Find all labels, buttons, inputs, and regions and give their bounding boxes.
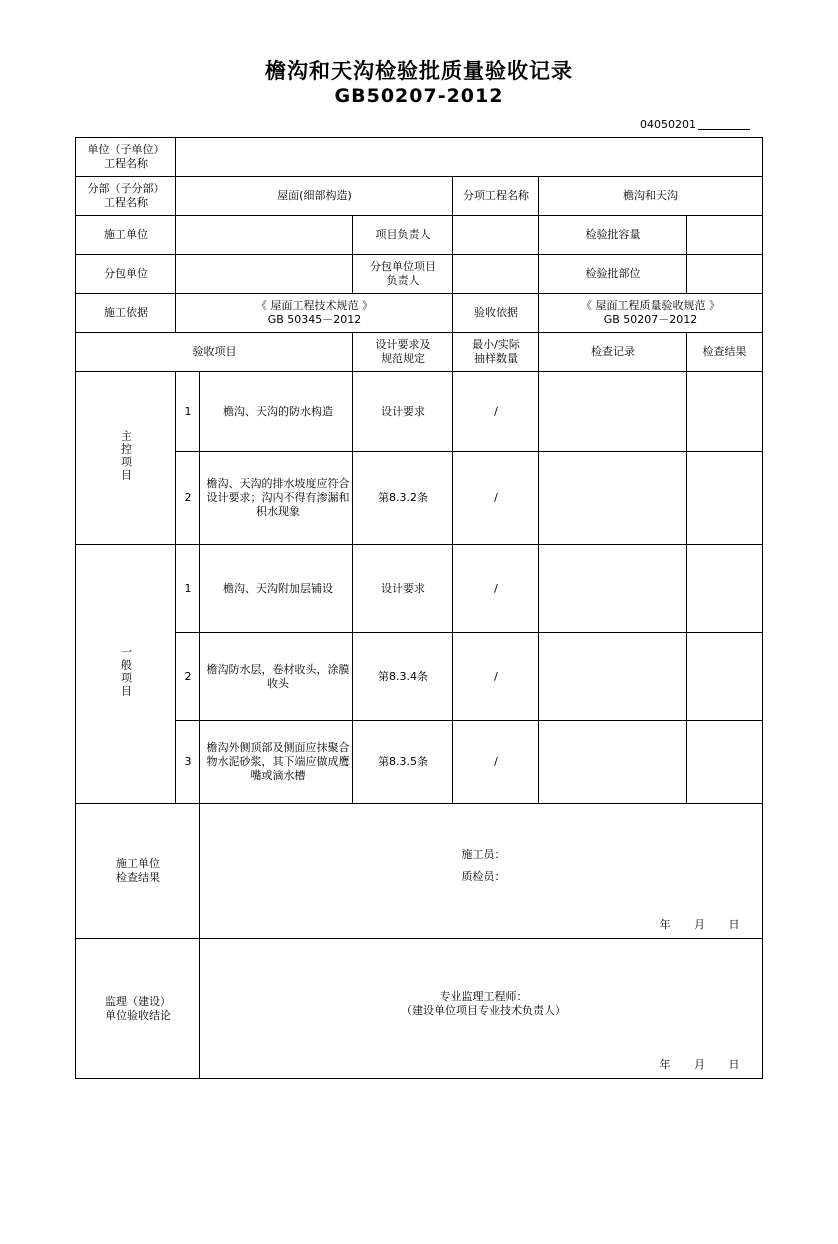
- row-design: 设计要求: [353, 545, 453, 633]
- basis-value: [176, 294, 453, 333]
- project-leader-label: 项目负责人: [353, 216, 453, 255]
- constructor-label: 施工员：: [461, 848, 506, 861]
- construction-unit-value[interactable]: [176, 216, 353, 255]
- acceptance-basis-line2: GB 50207－2012: [603, 313, 698, 326]
- sub-leader-value[interactable]: [453, 255, 539, 294]
- row-sample: /: [453, 372, 539, 452]
- row-sample: /: [453, 721, 539, 804]
- row-desc: 檐沟、天沟的排水坡度应符合设计要求；沟内不得有渗漏和积水现象: [200, 452, 353, 545]
- supervision-date-label: 年 月 日: [659, 1058, 750, 1071]
- acceptance-basis-label: 验收依据: [453, 294, 539, 333]
- form-code: 04050201: [640, 118, 696, 131]
- row-desc: 檐沟、天沟的防水构造: [200, 372, 353, 452]
- batch-capacity-value[interactable]: [687, 216, 762, 255]
- acceptance-basis-line1: 《 屋面工程质量验收规范 》: [581, 299, 720, 312]
- row-no: 2: [176, 452, 200, 545]
- table-row: [76, 545, 762, 633]
- construction-unit-label: 施工单位: [76, 216, 176, 255]
- row-sample: /: [453, 633, 539, 721]
- table-header-row: [76, 333, 762, 372]
- table-row: [76, 216, 762, 255]
- table-row: [76, 804, 762, 939]
- header-design-req: 设计要求及 规范规定: [353, 333, 453, 372]
- document-page: [0, 58, 838, 1244]
- supervision-conclusion-label: 监理（建设） 单位验收结论: [76, 939, 200, 1079]
- standard-code: GB50207-2012: [334, 85, 504, 107]
- section-label-general: [76, 545, 176, 804]
- header-result: 检查结果: [687, 333, 762, 372]
- acceptance-basis-value: [539, 294, 762, 333]
- row-design: 设计要求: [353, 372, 453, 452]
- batch-part-value[interactable]: [687, 255, 762, 294]
- acceptance-form-table: [75, 137, 762, 1079]
- inspector-label: 质检员：: [461, 870, 506, 883]
- form-code-row: [0, 118, 838, 131]
- subcontractor-label: 分包单位: [76, 255, 176, 294]
- header-item: 验收项目: [76, 333, 353, 372]
- supervisor-label: 专业监理工程师：: [439, 989, 528, 1003]
- row-result[interactable]: [687, 545, 762, 633]
- row-design: 第8.3.5条: [353, 721, 453, 804]
- section-label-general-text: 一般项目: [119, 646, 133, 698]
- page-title: 檐沟和天沟检验批质量验收记录: [265, 59, 573, 83]
- header-record: 检查记录: [539, 333, 687, 372]
- table-row: [76, 177, 762, 216]
- division-value[interactable]: 屋面(细部构造): [176, 177, 453, 216]
- table-row: [76, 633, 762, 721]
- basis-value-line2: GB 50345－2012: [267, 313, 362, 326]
- row-result[interactable]: [687, 452, 762, 545]
- table-row: [76, 138, 762, 177]
- row-record[interactable]: [539, 452, 687, 545]
- row-result[interactable]: [687, 372, 762, 452]
- construction-conclusion-label: 施工单位 检查结果: [76, 804, 200, 939]
- construction-date-label: 年 月 日: [659, 918, 750, 931]
- row-no: 2: [176, 633, 200, 721]
- row-desc: 檐沟、天沟附加层铺设: [200, 545, 353, 633]
- row-no: 1: [176, 545, 200, 633]
- section-label-main-text: 主控项目: [119, 430, 133, 482]
- row-result[interactable]: [687, 721, 762, 804]
- table-row: [76, 721, 762, 804]
- subcontractor-value[interactable]: [176, 255, 353, 294]
- basis-value-line1: 《 屋面工程技术规范 》: [255, 299, 373, 312]
- supervisor-sub-label: （建设单位项目专业技术负责人）: [401, 1003, 566, 1017]
- section-label-main: [76, 372, 176, 545]
- row-record[interactable]: [539, 633, 687, 721]
- subitem-value[interactable]: 檐沟和天沟: [539, 177, 762, 216]
- title-block: [0, 58, 838, 108]
- row-sample: /: [453, 545, 539, 633]
- row-sample: /: [453, 452, 539, 545]
- table-row: [76, 294, 762, 333]
- basis-label: 施工依据: [76, 294, 176, 333]
- row-record[interactable]: [539, 721, 687, 804]
- row-record[interactable]: [539, 545, 687, 633]
- unit-project-label: 单位（子单位） 工程名称: [76, 138, 176, 177]
- row-no: 1: [176, 372, 200, 452]
- table-row: [76, 372, 762, 452]
- form-code-blank: [698, 129, 750, 130]
- table-row: [76, 255, 762, 294]
- row-no: 3: [176, 721, 200, 804]
- row-desc: 檐沟外侧顶部及侧面应抹聚合物水泥砂浆，其下端应做成鹰嘴或滴水槽: [200, 721, 353, 804]
- table-row: [76, 452, 762, 545]
- unit-project-value[interactable]: [176, 138, 762, 177]
- sub-leader-label: 分包单位项目 负责人: [353, 255, 453, 294]
- batch-part-label: 检验批部位: [539, 255, 687, 294]
- subitem-label: 分项工程名称: [453, 177, 539, 216]
- row-design: 第8.3.4条: [353, 633, 453, 721]
- project-leader-value[interactable]: [453, 216, 539, 255]
- division-label: 分部（子分部） 工程名称: [76, 177, 176, 216]
- supervision-conclusion-value[interactable]: [200, 939, 762, 1079]
- row-result[interactable]: [687, 633, 762, 721]
- row-record[interactable]: [539, 372, 687, 452]
- row-design: 第8.3.2条: [353, 452, 453, 545]
- construction-conclusion-value[interactable]: [200, 804, 762, 939]
- batch-capacity-label: 检验批容量: [539, 216, 687, 255]
- header-sample: 最小/实际 抽样数量: [453, 333, 539, 372]
- row-desc: 檐沟防水层，卷材收头，涂膜收头: [200, 633, 353, 721]
- table-row: [76, 939, 762, 1079]
